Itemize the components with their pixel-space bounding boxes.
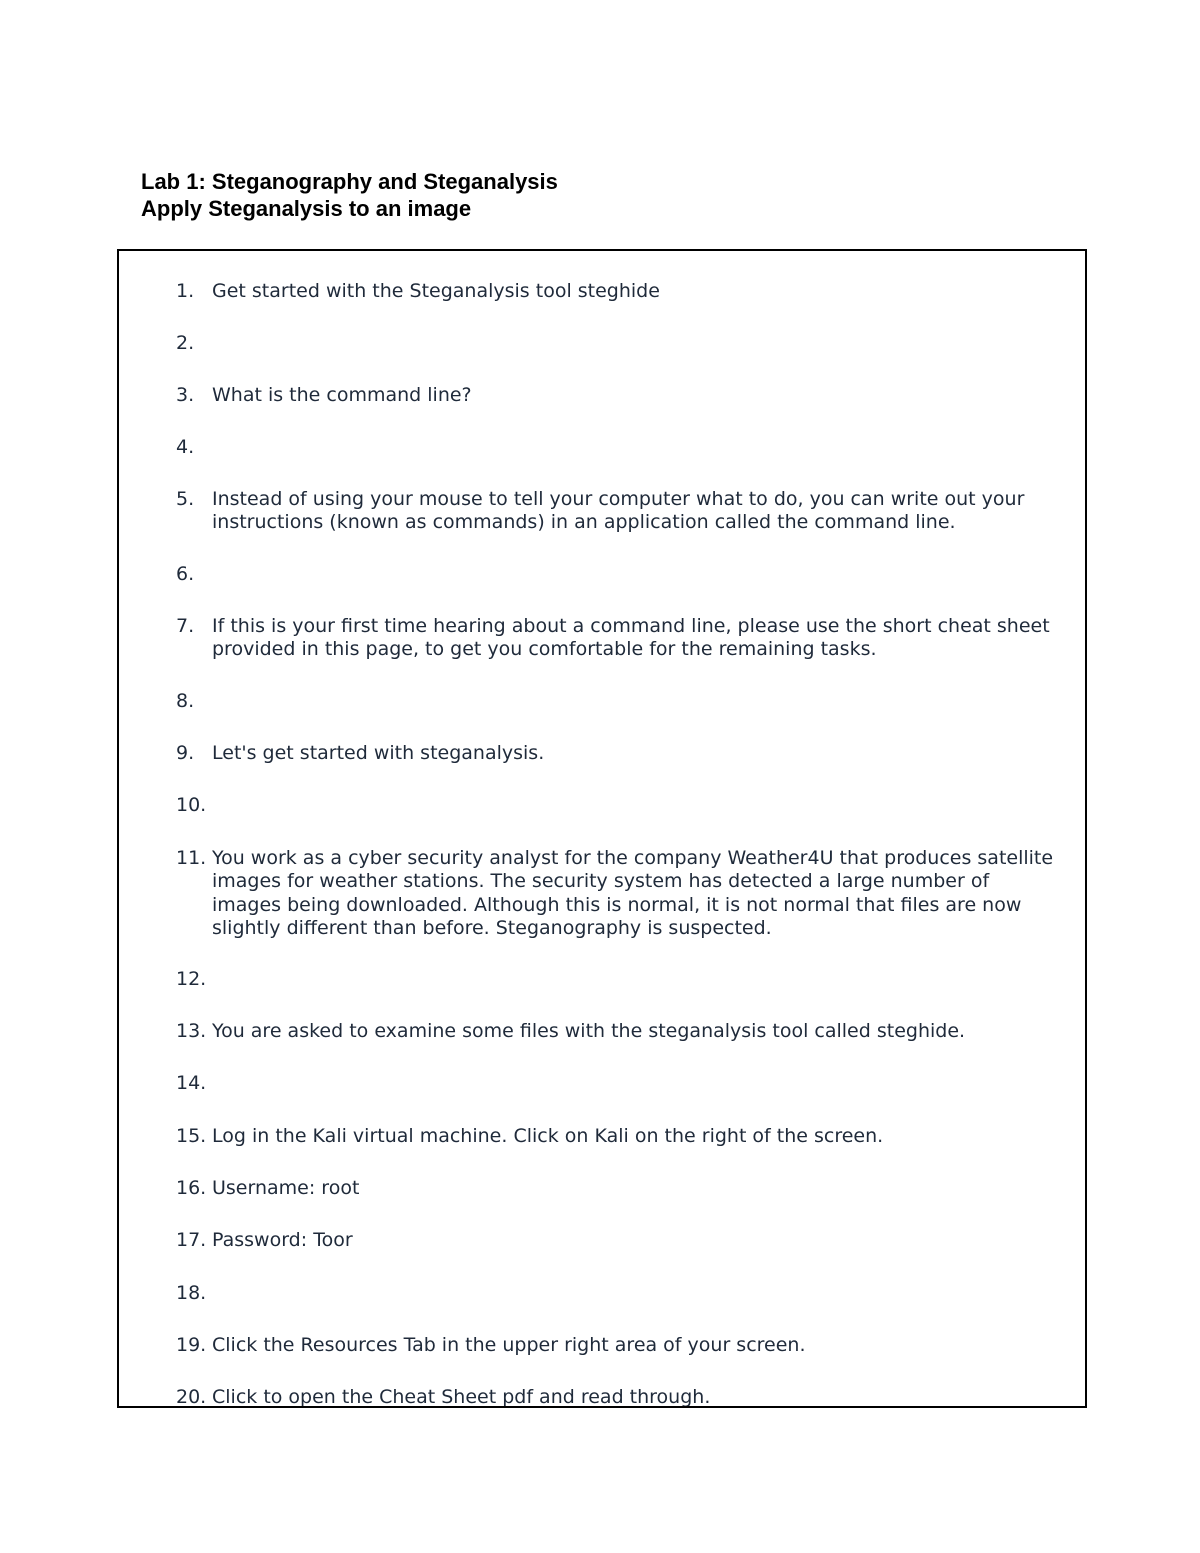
item-number: 6. (176, 563, 195, 585)
item-number: 9. (176, 742, 195, 764)
item-text: If this is your first time hearing about a command line, please use the short cheat sheet provided in this page, to get you comfortable for the remaining tasks. (212, 615, 1050, 661)
item-text: What is the command line? (212, 384, 472, 406)
item-number: 3. (176, 384, 195, 406)
item-number: 10. (176, 794, 207, 816)
item-number: 18. (176, 1282, 207, 1304)
item-text: Get started with the Steganalysis tool steghide (212, 280, 660, 302)
item-number: 17. (176, 1229, 207, 1251)
lab-title: Lab 1: Steganography and Steganalysis (141, 169, 558, 194)
item-text: Instead of using your mouse to tell your computer what to do, you can write out your instructions (known as commands) in an application called the command line. (212, 488, 1025, 534)
item-number: 4. (176, 436, 195, 458)
item-text: Username: root (212, 1177, 360, 1199)
item-number: 20. (176, 1386, 207, 1408)
document-heading (141, 168, 558, 222)
item-text: Log in the Kali virtual machine. Click on Kali on the right of the screen. (212, 1125, 884, 1147)
item-number: 8. (176, 690, 195, 712)
item-text: Password: Toor (212, 1229, 353, 1251)
item-number: 7. (176, 615, 195, 637)
item-text: You work as a cyber security analyst for the company Weather4U that produces satellite images for weather stations. The security system has detected a large number of images being downloaded. Although this is normal, it is not normal that files are now slightly different than before. Steganography is suspected. (212, 847, 1054, 939)
item-number: 19. (176, 1334, 207, 1356)
item-number: 11. (176, 847, 207, 869)
item-text: You are asked to examine some files with the steganalysis tool called steghide. (212, 1020, 966, 1042)
item-number: 15. (176, 1125, 207, 1147)
item-number: 5. (176, 488, 195, 510)
item-text: Click the Resources Tab in the upper right area of your screen. (212, 1334, 806, 1356)
item-text: Click to open the Cheat Sheet pdf and read through. (212, 1386, 711, 1408)
item-number: 12. (176, 968, 207, 990)
item-number: 13. (176, 1020, 207, 1042)
item-number: 1. (176, 280, 195, 302)
lab-subtitle: Apply Steganalysis to an image (141, 196, 472, 221)
item-number: 16. (176, 1177, 207, 1199)
item-number: 14. (176, 1072, 207, 1094)
item-number: 2. (176, 332, 195, 354)
item-text: Let's get started with steganalysis. (212, 742, 545, 764)
instructions-box (117, 249, 1087, 1408)
